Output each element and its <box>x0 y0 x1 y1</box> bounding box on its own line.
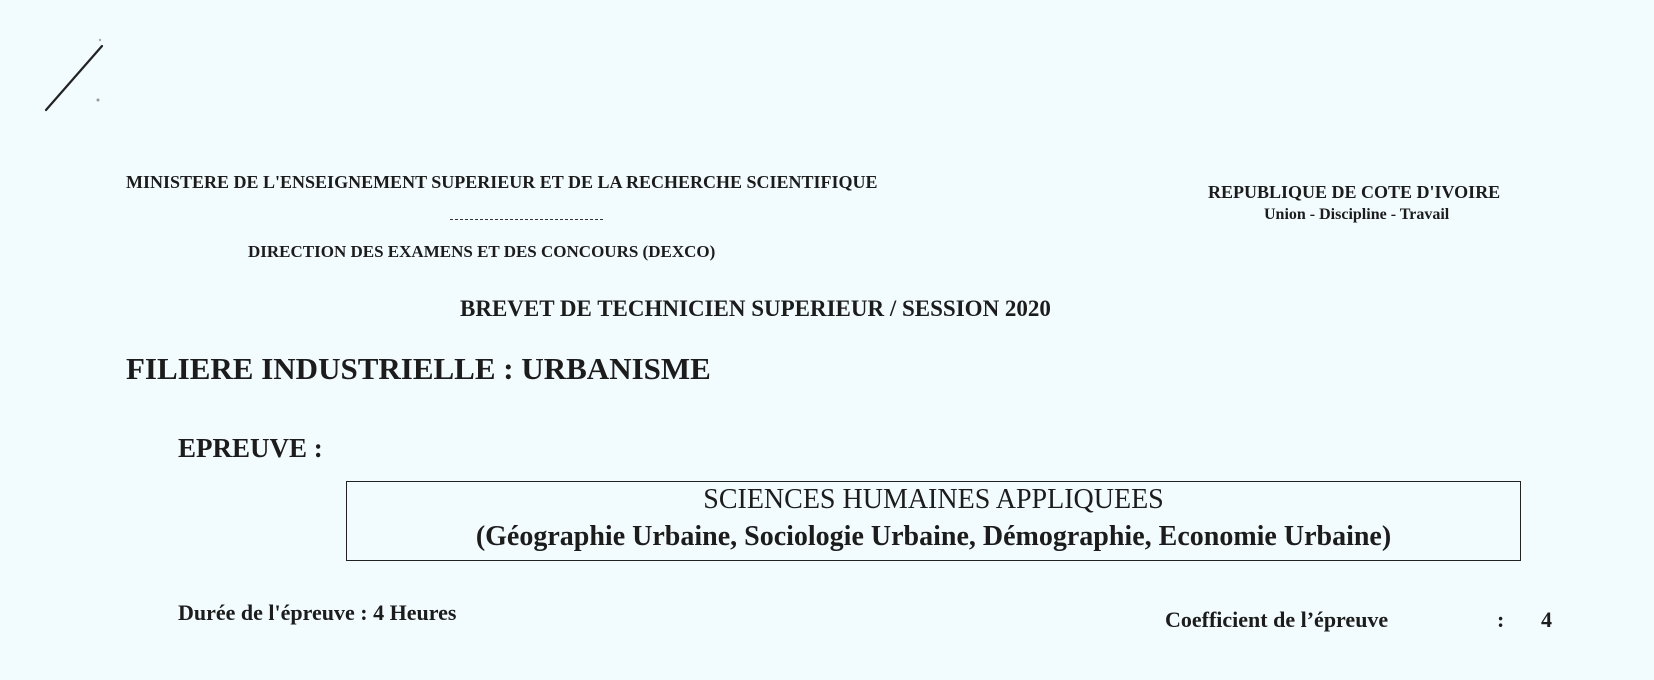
pen-stroke-mark <box>38 38 108 118</box>
national-motto: Union - Discipline - Travail <box>1264 206 1450 223</box>
coefficient-value: 4 <box>1541 607 1552 632</box>
coefficient-label: Coefficient de l’épreuve <box>1165 607 1389 632</box>
subject-box <box>346 481 1521 561</box>
header-divider <box>450 219 603 220</box>
ministry-name: MINISTERE DE L'ENSEIGNEMENT SUPERIEUR ET DE LA RECHERCHE SCIENTIFIQUE <box>126 172 878 192</box>
exam-duration: Durée de l'épreuve : 4 Heures <box>178 600 457 625</box>
coefficient-colon: : <box>1497 607 1505 632</box>
republic-name: REPUBLIQUE DE COTE D'IVOIRE <box>1208 182 1501 202</box>
exam-title: BREVET DE TECHNICIEN SUPERIEUR / SESSION 2020 <box>460 296 1051 321</box>
subject-detail: (Géographie Urbaine, Sociologie Urbaine, Démographie, Economie Urbaine) <box>475 521 1392 552</box>
filiere-heading: FILIERE INDUSTRIELLE : URBANISME <box>126 351 711 386</box>
direction-name: DIRECTION DES EXAMENS ET DES CONCOURS (DEXCO) <box>248 242 716 261</box>
subject-title: SCIENCES HUMAINES APPLIQUEES <box>703 484 1164 515</box>
epreuve-label: EPREUVE : <box>178 433 323 463</box>
